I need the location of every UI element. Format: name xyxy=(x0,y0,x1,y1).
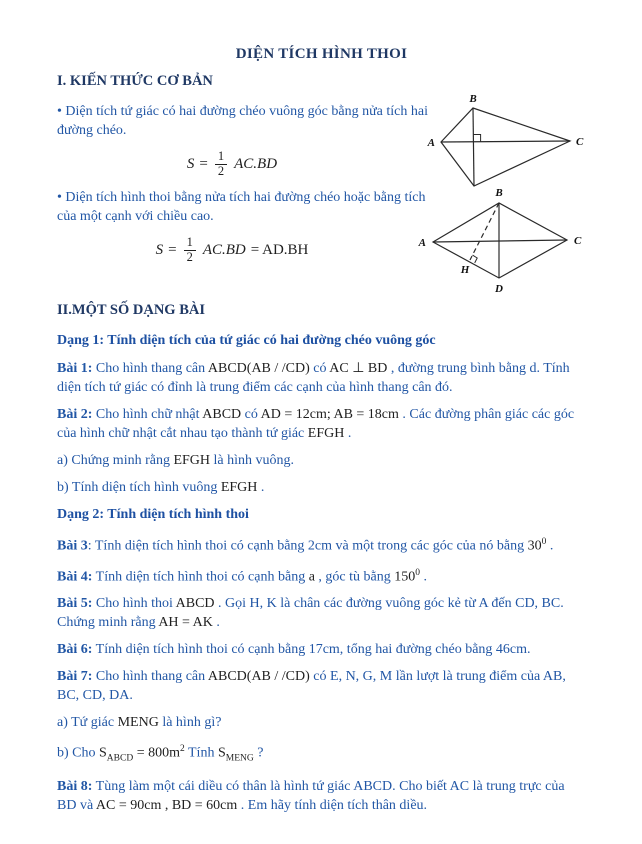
problem-text: . xyxy=(420,569,427,585)
math-expression: AC ⊥ BD xyxy=(329,361,388,376)
problem-text: Cho hình thoi xyxy=(92,596,176,612)
problem-bai-7-item-a xyxy=(57,713,586,732)
problem-label: Bài 8: xyxy=(57,778,93,794)
problem-bai-7-item-b xyxy=(57,740,586,768)
foot-label-h: H xyxy=(460,264,470,276)
dang-2-heading: Dạng 2: Tính diện tích hình thoi xyxy=(57,507,249,522)
math-expression: = 800m xyxy=(133,745,180,761)
problem-text: là hình gì? xyxy=(158,715,222,731)
right-angle-mark xyxy=(474,135,481,142)
math-expression: ABCD(AB / /CD) xyxy=(207,361,310,376)
formula-2-fraction xyxy=(182,236,198,263)
problem-text: ? xyxy=(253,745,264,761)
problem-text: , đường trung bình bằng d. Tính diện tích tứ giác có đỉnh là trung điểm các cạnh của hình thang cân đó. xyxy=(57,361,570,395)
fraction-denominator: 2 xyxy=(184,250,196,264)
problem-label: Bài 1: xyxy=(57,361,93,376)
theory-bullet-1: • Diện tích tứ giác có hai đường chéo vuông góc bằng nửa tích hai đường chéo. xyxy=(57,104,428,138)
problem-text: Cho hình chữ nhật xyxy=(92,407,203,422)
formula-1-fraction xyxy=(213,150,229,177)
problem-text: b) Cho xyxy=(57,745,99,761)
problem-label: Bài 3 xyxy=(57,538,88,554)
math-expression: AH = AK xyxy=(158,615,213,631)
problem-label: Bài 5: xyxy=(57,596,93,612)
formula-1-var: S xyxy=(186,155,195,172)
math-superscript: 0 xyxy=(541,537,547,547)
problem-text: Cho hình thang cân xyxy=(92,361,208,376)
vertex-label-c: C xyxy=(576,136,584,148)
problem-text: a) Tứ giác xyxy=(57,715,118,731)
math-expression: 30 xyxy=(527,538,542,554)
vertex-label-d: D xyxy=(495,283,503,295)
math-expression: S xyxy=(99,745,107,761)
problem-label: Bài 2: xyxy=(57,407,93,422)
problem-bai-2 xyxy=(57,405,586,443)
problem-text: a) Chứng minh rằng xyxy=(57,453,174,468)
problem-text: Tính xyxy=(184,745,218,761)
problem-text: : Tính diện tích hình thoi có cạnh bằng 2cm và một trong các góc của nó bằng xyxy=(87,538,528,554)
math-expression: ABCD xyxy=(202,407,242,422)
formula-2 xyxy=(57,232,407,268)
problem-text: . Em hãy tính diện tích thân diều. xyxy=(237,797,428,813)
dang-1-heading: Dạng 1: Tính diện tích của tứ giác có hai đường chéo vuông góc xyxy=(57,333,436,348)
fraction-denominator: 2 xyxy=(215,164,227,178)
kite-outline xyxy=(441,108,570,186)
section-heading-2: II.MỘT SỐ DẠNG BÀI xyxy=(57,302,205,318)
vertex-label-c: C xyxy=(574,235,582,247)
vertex-label-a: A xyxy=(427,137,435,149)
theory-bullet-2: • Diện tích hình thoi bằng nửa tích hai đường chéo hoặc bằng tích của một cạnh với chiều cao. xyxy=(57,190,426,224)
math-subscript: ABCD xyxy=(106,753,134,764)
formula-1-tail: AC.BD xyxy=(234,155,278,172)
math-expression: ABCD(AB / /CD) xyxy=(207,669,310,685)
math-expression: a xyxy=(308,569,315,585)
right-angle-mark xyxy=(473,255,478,263)
math-expression: EFGH xyxy=(173,453,211,468)
problem-text: , góc tù bằng xyxy=(314,569,395,585)
rhombus-diagram xyxy=(416,186,642,298)
kite-diagram xyxy=(416,90,642,194)
problem-bai-2-item-b xyxy=(57,478,586,497)
math-expression: AC = 90cm , BD = 60cm xyxy=(95,797,238,813)
problem-label: Bài 4: xyxy=(57,569,93,585)
problem-text: có E, N, G, M lần lượt là trung điểm của AB, BC, CD, DA. xyxy=(57,669,566,704)
math-expression: 150 xyxy=(394,569,416,585)
formula-2-tail: AC.BD xyxy=(202,241,246,258)
problem-bai-6 xyxy=(57,640,586,659)
problem-bai-7 xyxy=(57,667,586,705)
section-heading-1: I. KIẾN THỨC CƠ BẢN xyxy=(57,73,213,89)
rhombus-diagonal-ac xyxy=(433,240,567,242)
vertex-label-b: B xyxy=(495,187,503,199)
problem-text: . xyxy=(212,615,220,631)
theory-section xyxy=(57,102,429,268)
kite-diagonal-ac xyxy=(441,141,570,142)
formula-2-tail-2: = AD.BH xyxy=(250,241,309,258)
problem-text: Tính diện tích hình thoi có cạnh bằng 17cm, tổng hai đường chéo bằng 46cm. xyxy=(92,642,531,658)
problem-text: b) Tính diện tích hình vuông xyxy=(57,480,221,495)
math-expression: MENG xyxy=(117,715,159,731)
problem-bai-1 xyxy=(57,359,586,397)
formula-2-equals: = xyxy=(168,241,177,258)
problem-text: Tùng làm một cái diều có thân là hình tứ giác ABCD. Cho biết AC là trung trực của BD và xyxy=(57,778,565,813)
math-expression: EFGH xyxy=(307,426,345,441)
problem-text: Tính diện tích hình thoi có cạnh bằng xyxy=(92,569,309,585)
math-expression: AD = 12cm; AB = 18cm xyxy=(260,407,399,422)
problem-text: . Các đường phân giác các góc của hình chữ nhật cắt nhau tạo thành tứ giác xyxy=(57,407,575,441)
math-subscript: MENG xyxy=(225,753,254,764)
fraction-numerator: 1 xyxy=(186,235,193,250)
problem-bai-2-item-a xyxy=(57,451,586,470)
problem-bai-3 xyxy=(57,533,586,556)
problem-text: . Gọi H, K là chân các đường vuông góc kẻ từ A đến CD, BC. Chứng minh rằng xyxy=(57,596,564,631)
problem-text: có xyxy=(309,361,330,376)
problem-text: là hình vuông. xyxy=(210,453,295,468)
formula-2-var: S xyxy=(155,241,164,258)
math-superscript: 0 xyxy=(415,567,420,578)
math-expression: EFGH xyxy=(220,480,258,495)
math-expression: S xyxy=(217,745,226,761)
formula-1 xyxy=(57,146,407,182)
kite-diagonal-bd xyxy=(473,108,474,186)
problem-label: Bài 7: xyxy=(57,669,93,685)
problem-text: có xyxy=(241,407,261,422)
fraction-numerator: 1 xyxy=(217,149,225,164)
math-expression: ABCD xyxy=(175,596,215,612)
problem-text: . xyxy=(344,426,352,441)
vertex-label-a: A xyxy=(418,237,426,249)
page-title: DIỆN TÍCH HÌNH THOI xyxy=(235,46,408,62)
problem-label: Bài 6: xyxy=(57,642,93,658)
problem-bai-8 xyxy=(57,777,586,815)
problem-text: . xyxy=(257,480,265,495)
problem-bai-5 xyxy=(57,594,586,632)
problem-text: Cho hình thang cân xyxy=(92,669,208,685)
math-superscript: 2 xyxy=(180,744,185,755)
problem-text: . xyxy=(546,538,554,554)
formula-1-equals: = xyxy=(199,155,208,172)
vertex-label-b: B xyxy=(469,93,477,105)
problem-bai-4 xyxy=(57,564,586,587)
